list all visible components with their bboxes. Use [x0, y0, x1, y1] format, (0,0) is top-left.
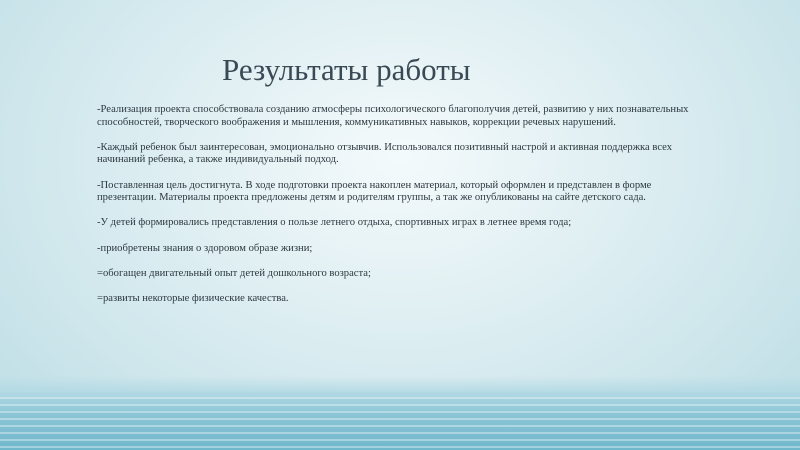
paragraph-goal-achieved: -Поставленная цель достигнута. В ходе подготовки проекта накоплен материал, который оформлен и представлен в форме презентации. Материалы проекта предложены детям и родителям группы, а так же опубликованы на сайте детского сада. — [97, 179, 652, 204]
paragraph-physical-qualities: =развиты некоторые физические качества. — [97, 292, 289, 304]
slide-content — [97, 104, 709, 318]
paragraph-project-impact: -Реализация проекта способствовала созданию атмосферы психологического благополучия детей, развитию у них познавательных способностей, творческого воображения и мышления, коммуникативных навыков, коррекции речевых нарушений. — [97, 104, 689, 128]
paragraph-motor-experience: =обогащен двигательный опыт детей дошкольного возраста; — [97, 267, 371, 279]
paragraph-health-knowledge: -приобретены знания о здоровом образе жизни; — [97, 242, 313, 254]
paragraph-summer-ideas: -У детей формировались представления о пользе летнего отдыха, спортивных играх в летнее время года; — [97, 217, 572, 229]
paragraph-child-engagement: -Каждый ребенок был заинтересован, эмоционально отзывчив. Использовался позитивный настрой и активная поддержка всех начинаний ребенка, а также индивидуальный подход. — [97, 141, 673, 166]
slide-title: Результаты работы — [222, 52, 471, 87]
water-decoration — [0, 390, 800, 450]
